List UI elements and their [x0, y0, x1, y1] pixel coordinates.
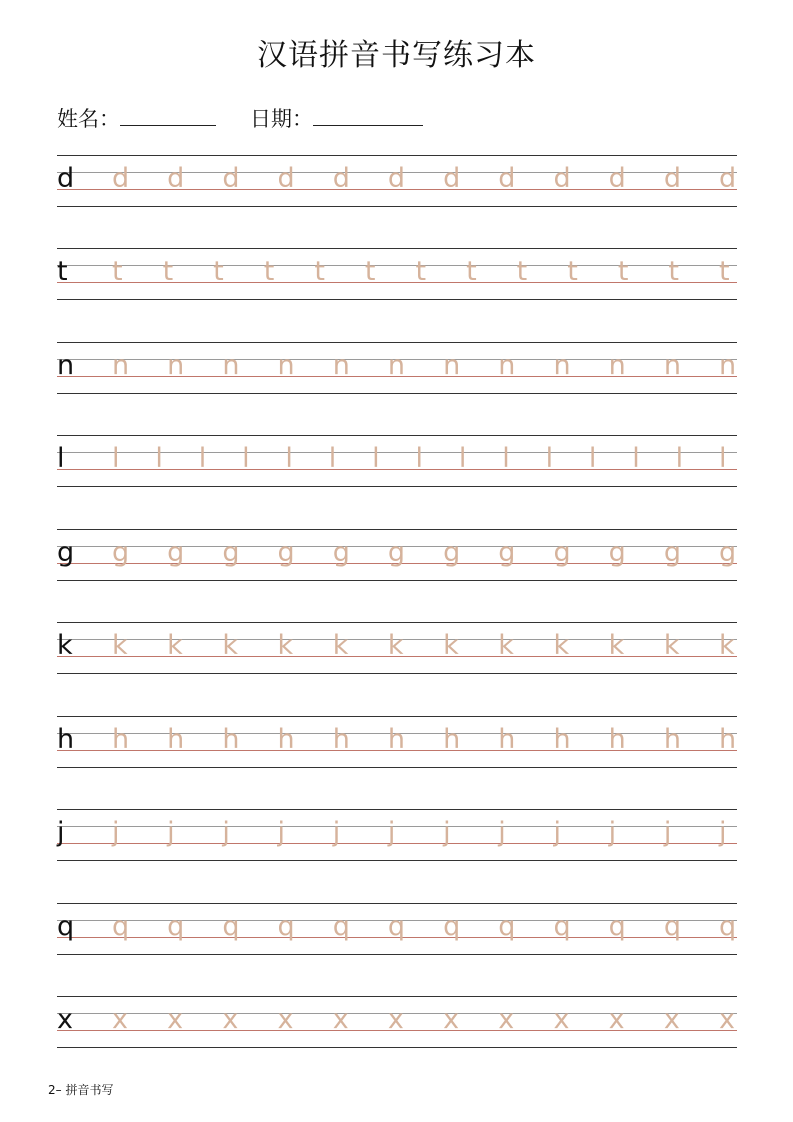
trace-letter: l	[242, 443, 250, 474]
trace-letter: q	[167, 911, 185, 942]
trace-letter: j	[443, 817, 451, 848]
trace-letter: t	[516, 256, 528, 287]
trace-letter: x	[608, 1004, 625, 1035]
guide-rule	[57, 486, 737, 487]
trace-letter: n	[387, 350, 406, 381]
trace-letter: g	[332, 537, 350, 568]
trace-letter: n	[719, 350, 737, 381]
guide-rule	[57, 342, 737, 343]
trace-letter: g	[498, 537, 516, 568]
trace-letter: x	[443, 1004, 460, 1035]
trace-letter: d	[222, 163, 240, 194]
trace-letter: l	[502, 443, 510, 474]
trace-letter: k	[719, 630, 735, 661]
name-blank[interactable]	[120, 125, 216, 126]
trace-letter: k	[167, 630, 183, 661]
trace-letter: g	[719, 537, 737, 568]
trace-letter: n	[498, 350, 516, 381]
model-letter: t	[57, 256, 68, 287]
name-field	[57, 103, 216, 133]
trace-letter: d	[719, 163, 737, 194]
trace-letter: k	[387, 630, 404, 661]
trace-letter: j	[719, 817, 727, 848]
trace-letter: x	[719, 1004, 735, 1035]
guide-rule	[57, 673, 737, 674]
footer-label: 拼音书写	[65, 1083, 114, 1097]
trace-letter: k	[498, 630, 514, 661]
guide-rule	[57, 716, 737, 717]
trace-letter: g	[222, 537, 240, 568]
trace-letter: k	[608, 630, 625, 661]
trace-letter: d	[443, 163, 461, 194]
trace-letter: x	[498, 1004, 515, 1035]
trace-letter: t	[567, 256, 578, 287]
trace-letter: g	[663, 537, 681, 568]
trace-letter: d	[167, 163, 185, 194]
trace-letter: g	[167, 537, 185, 568]
trace-letter: t	[668, 256, 679, 287]
trace-letter: x	[663, 1004, 680, 1035]
trace-letter: x	[167, 1004, 184, 1035]
trace-letter: h	[387, 724, 406, 755]
trace-letter: h	[553, 724, 571, 755]
trace-letter: d	[332, 163, 350, 194]
name-label: 姓名：	[57, 107, 120, 131]
date-label: 日期：	[250, 107, 313, 131]
trace-letter: j	[608, 817, 617, 848]
trace-letter: k	[277, 630, 294, 661]
trace-letter: l	[328, 443, 337, 474]
trace-letter: l	[545, 443, 554, 474]
trace-letter: n	[112, 350, 130, 381]
guide-rule	[57, 435, 737, 436]
trace-letter: j	[663, 817, 672, 848]
trace-letter: n	[608, 350, 626, 381]
trace-letter: n	[443, 350, 461, 381]
trace-letter: k	[663, 630, 680, 661]
trace-letter: l	[675, 443, 684, 474]
trace-letter: n	[553, 350, 571, 381]
trace-letter: t	[466, 256, 477, 287]
trace-letter: t	[415, 256, 427, 287]
trace-letter: t	[112, 256, 123, 287]
model-letter: q	[57, 911, 75, 942]
trace-letter: d	[663, 163, 681, 194]
page-footer	[48, 1081, 113, 1098]
writing-row-j	[57, 809, 737, 861]
trace-letter: t	[263, 256, 275, 287]
writing-row-k	[57, 622, 737, 674]
trace-letter: d	[608, 163, 626, 194]
guide-rule	[57, 529, 737, 530]
guide-rule	[57, 622, 737, 623]
writing-row-x	[57, 996, 737, 1048]
model-letter: h	[57, 724, 75, 755]
trace-letter: g	[387, 537, 406, 568]
trace-letter: n	[167, 350, 185, 381]
trace-letter: l	[112, 443, 120, 474]
writing-row-q	[57, 903, 737, 955]
model-letter: x	[57, 1004, 73, 1035]
trace-letter: x	[332, 1004, 349, 1035]
guide-rule	[57, 206, 737, 207]
baseline-rule	[57, 843, 737, 844]
writing-row-h	[57, 716, 737, 768]
trace-letter: h	[277, 724, 295, 755]
trace-letter: q	[553, 911, 571, 942]
guide-rule	[57, 248, 737, 249]
trace-letter: x	[112, 1004, 128, 1035]
trace-letter: x	[387, 1004, 404, 1035]
trace-letter: j	[112, 817, 120, 848]
trace-letter: q	[443, 911, 461, 942]
trace-letter: t	[162, 256, 174, 287]
model-letter: d	[57, 163, 75, 194]
writing-row-n	[57, 342, 737, 394]
trace-letter: t	[314, 256, 325, 287]
trace-letter: q	[608, 911, 626, 942]
model-letter: g	[57, 537, 75, 568]
guide-rule	[57, 826, 737, 827]
model-letter: l	[57, 443, 65, 474]
trace-letter: j	[498, 817, 506, 848]
model-letter: j	[57, 817, 65, 848]
trace-letter: l	[372, 443, 380, 474]
trace-letter: q	[387, 911, 406, 942]
trace-letter: q	[277, 911, 295, 942]
trace-letter: x	[277, 1004, 294, 1035]
trace-letter: h	[498, 724, 516, 755]
trace-letter: n	[277, 350, 295, 381]
trace-letter: q	[222, 911, 240, 942]
trace-letter: j	[277, 817, 286, 848]
guide-rule	[57, 767, 737, 768]
trace-letter: q	[498, 911, 516, 942]
writing-row-l	[57, 435, 737, 487]
trace-letter: d	[553, 163, 571, 194]
trace-letter: j	[222, 817, 230, 848]
model-letter: n	[57, 350, 75, 381]
page-title: 汉语拼音书写练习本	[257, 38, 536, 73]
date-blank[interactable]	[313, 125, 423, 126]
trace-letter: q	[332, 911, 350, 942]
trace-letter: l	[198, 443, 207, 474]
trace-letter: l	[458, 443, 467, 474]
guide-rule	[57, 299, 737, 300]
footer-separator: –	[55, 1083, 66, 1097]
guide-rule	[57, 860, 737, 861]
trace-letter: d	[112, 163, 130, 194]
trace-letter: t	[617, 256, 629, 287]
page-number: 2	[48, 1083, 56, 1097]
trace-letter: l	[285, 443, 293, 474]
trace-letter: k	[553, 630, 570, 661]
guide-rule	[57, 580, 737, 581]
date-field	[250, 103, 423, 133]
trace-letter: q	[112, 911, 130, 942]
guide-rule	[57, 903, 737, 904]
trace-letter: h	[112, 724, 130, 755]
trace-letter: n	[663, 350, 681, 381]
writing-row-t	[57, 248, 737, 300]
baseline-rule	[57, 282, 737, 283]
trace-letter: j	[553, 817, 561, 848]
trace-letter: h	[719, 724, 737, 755]
trace-letter: j	[332, 817, 341, 848]
writing-row-d	[57, 155, 737, 207]
trace-letter: d	[277, 163, 295, 194]
trace-letter: d	[387, 163, 406, 194]
trace-letter: h	[332, 724, 350, 755]
trace-letter: k	[332, 630, 349, 661]
guide-rule	[57, 954, 737, 955]
guide-rule	[57, 155, 737, 156]
trace-letter: k	[222, 630, 238, 661]
trace-letter: g	[608, 537, 626, 568]
trace-letter: h	[222, 724, 240, 755]
guide-rule	[57, 809, 737, 810]
trace-letter: t	[213, 256, 224, 287]
guide-rule	[57, 1047, 737, 1048]
trace-letter: l	[632, 443, 640, 474]
trace-letter: g	[443, 537, 461, 568]
trace-letter: h	[663, 724, 681, 755]
trace-letter: h	[608, 724, 626, 755]
trace-letter: j	[387, 817, 396, 848]
trace-letter: j	[167, 817, 175, 848]
trace-letter: n	[332, 350, 350, 381]
trace-letter: d	[498, 163, 516, 194]
guide-rule	[57, 265, 737, 266]
trace-letter: x	[222, 1004, 239, 1035]
model-letter: k	[57, 630, 73, 661]
trace-letter: g	[553, 537, 571, 568]
guide-rule	[57, 996, 737, 997]
trace-letter: k	[112, 630, 128, 661]
trace-letter: x	[553, 1004, 570, 1035]
trace-letter: n	[222, 350, 240, 381]
trace-letter: l	[155, 443, 163, 474]
trace-letter: l	[719, 443, 727, 474]
guide-rule	[57, 393, 737, 394]
trace-letter: g	[112, 537, 130, 568]
trace-letter: t	[719, 256, 730, 287]
trace-letter: l	[415, 443, 424, 474]
trace-letter: k	[443, 630, 459, 661]
writing-row-g	[57, 529, 737, 581]
trace-letter: h	[167, 724, 185, 755]
trace-letter: t	[364, 256, 376, 287]
trace-letter: q	[719, 911, 737, 942]
trace-letter: q	[663, 911, 681, 942]
trace-letter: h	[443, 724, 461, 755]
trace-letter: g	[277, 537, 295, 568]
trace-letter: l	[588, 443, 597, 474]
